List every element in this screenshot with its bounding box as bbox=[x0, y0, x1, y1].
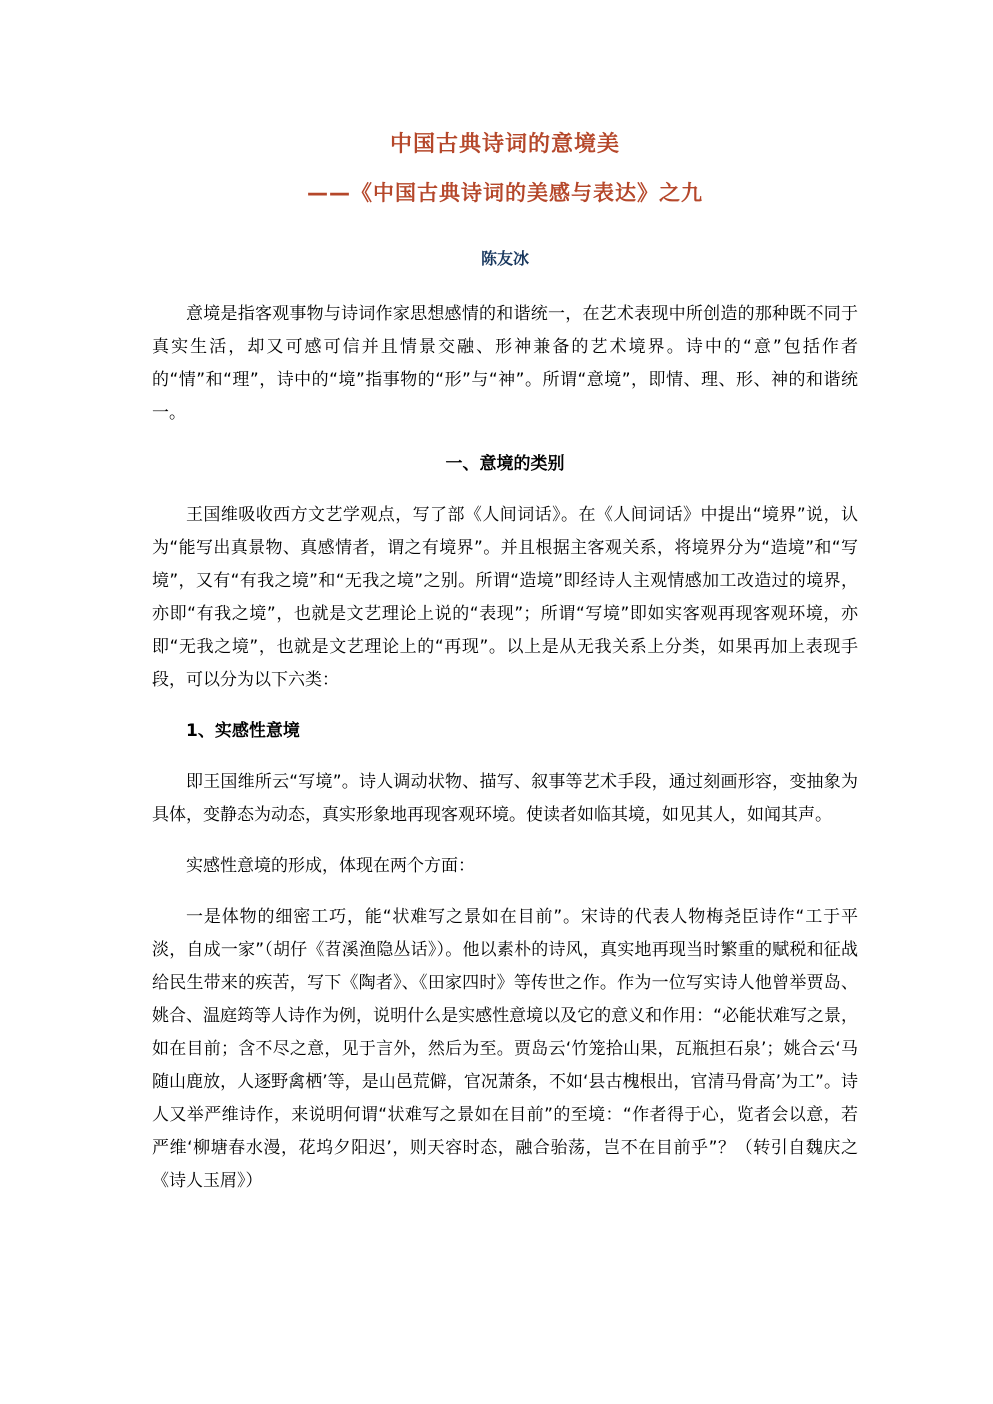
paragraph-definition: 即王国维所云“写境”。诗人调动状物、描写、叙事等艺术手段，通过刻画形容，变抽象为具体，变静态为动态，真实形象地再现客观环境。使读者如临其境，如见其人，如闻其声。 bbox=[152, 772, 858, 825]
page-title: 中国古典诗词的意境美 bbox=[389, 132, 620, 157]
section-paragraph-wangguowei: 王国维吸收西方文艺学观点，写了部《人间词话》。在《人间词话》中提出“境界”说，认为“能写出真景物、真感情者，谓之有境界”。并且根据主客观关系，将境界分为“造境”和“写境”，又有“有我之境”和“无我之境”之别。所谓“造境”即经诗人主观情感加工改造过的境界，亦即“有我之境”，也就是文艺理论上说的“表现”；所谓“写境”即如实客观再现客观环境，亦即“无我之境”，也就是文艺理论上的“再现”。以上是从无我关系上分类，如果再加上表现手段，可以分为以下六类： bbox=[152, 505, 858, 690]
intro-paragraph: 意境是指客观事物与诗词作家思想感情的和谐统一，在艺术表现中所创造的那种既不同于真实生活，却又可感可信并且情景交融、形神兼备的艺术境界。诗中的“意”包括作者的“情”和“理”，诗中的“境”指事物的“形”与“神”。所谓“意境”，即情、理、形、神的和谐统一。 bbox=[152, 304, 858, 423]
section-heading-categories: 一、意境的类别 bbox=[445, 454, 565, 474]
paragraph-two-aspects: 实感性意境的形成，体现在两个方面： bbox=[186, 856, 475, 876]
subsection-heading-realistic-artistic-conception: 1、实感性意境 bbox=[186, 721, 300, 741]
author-byline: 陈友冰 bbox=[480, 249, 529, 268]
paragraph-meiyaochen: 一是体物的细密工巧，能“状难写之景如在目前”。宋诗的代表人物梅尧臣诗作“工于平淡，自成一家”（胡仔《苕溪渔隐丛话》）。他以素朴的诗风，真实地再现当时繁重的赋税和征战给民生带来的疾苦，写下《陶者》、《田家四时》等传世之作。作为一位写实诗人他曾举贾岛、姚合、温庭筠等人诗作为例，说明什么是实感性意境以及它的意义和作用：“必能状难写之景，如在目前；含不尽之意，见于言外，然后为至。贾岛云‘竹笼拾山果，瓦瓶担石泉’；姚合云‘马随山鹿放，人逐野禽栖’等，是山邑荒僻，官况萧条，不如‘县古槐根出，官清马骨高’为工”。诗人又举严维诗作，来说明何谓“状难写之景如在目前”的至境：“作者得于心，览者会以意，若严维‘柳塘春水漫，花坞夕阳迟’，则天容时态，融合骀荡，岂不在目前乎”？（转引自魏庆之《诗人玉屑》） bbox=[152, 907, 858, 1191]
page-subtitle: ——《中国古典诗词的美感与表达》之九 bbox=[307, 181, 703, 205]
